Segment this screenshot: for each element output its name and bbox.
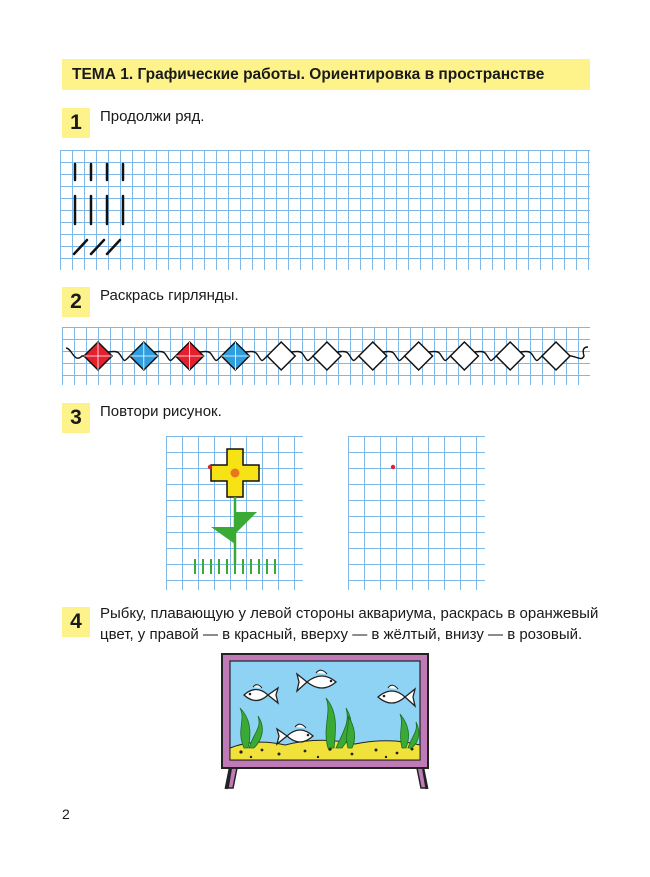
page-number: 2 [62, 806, 70, 822]
task-text-1: Продолжи ряд. [100, 108, 205, 125]
task-text-4-line1: Рыбку, плавающую у левой стороны аквариума, раскрась в оранжевый [100, 605, 599, 622]
task-text-3: Повтори рисунок. [100, 403, 222, 420]
topic-title: ТЕМА 1. Графические работы. Ориентировка в пространстве [62, 59, 590, 90]
task-number-2: 2 [62, 287, 90, 317]
task-text-2: Раскрась гирлянды. [100, 287, 239, 304]
task-text-4-line2: цвет, у правой — в красный, вверху — в жёлтый, внизу — в розовый. [100, 626, 583, 643]
task-number-3: 3 [62, 403, 90, 433]
aquarium-sand [230, 740, 420, 760]
task-number-1: 1 [62, 108, 90, 138]
task-number-4: 4 [62, 607, 90, 637]
